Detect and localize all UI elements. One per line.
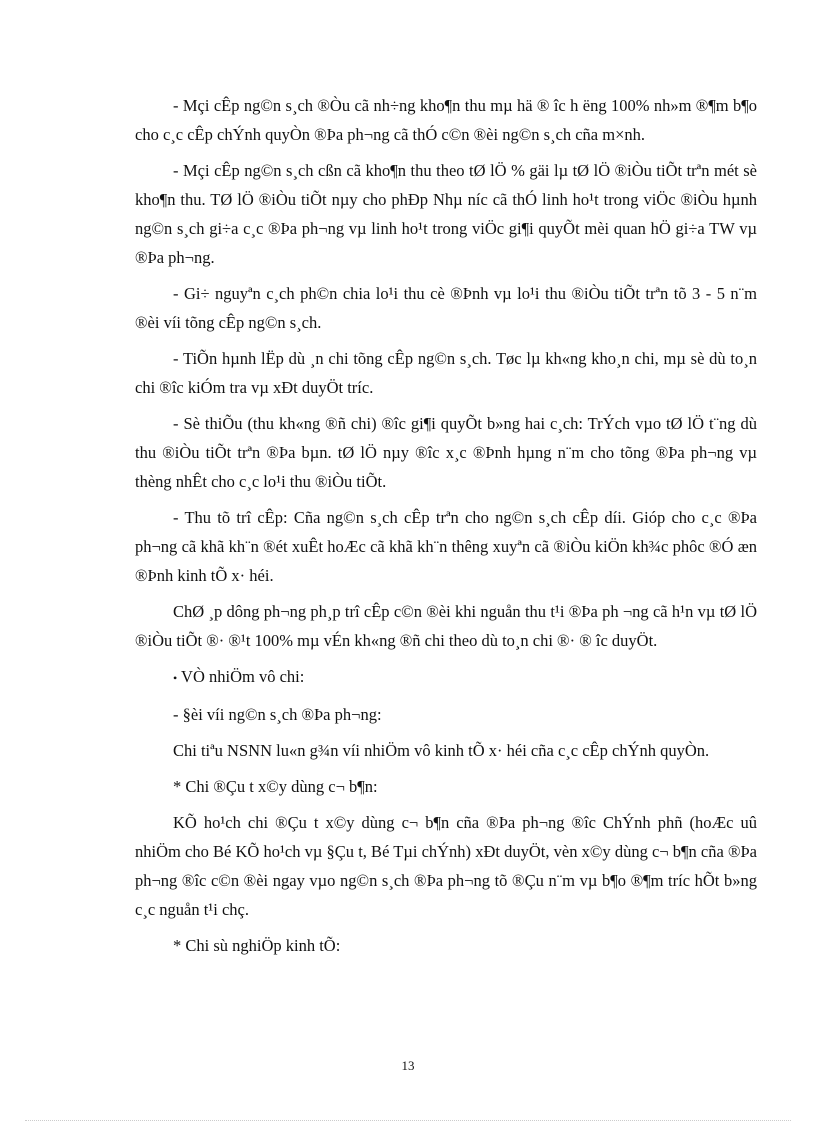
paragraph-balance-subsidy: ChØ ¸p dông ph¬ng ph¸p trî cÊp c©n ®èi khi nguån thu t¹i ®Þa ph ¬ng cã h¹n vµ tØ lÖ ®iÒu tiÕt ®· ®¹t 100% mµ vÉn kh«ng ®ñ chi theo dù to¸n chi ®· ® îc duyÖt. bbox=[135, 602, 757, 650]
paragraph-budget-projects: - TiÕn hµnh lËp dù ¸n chi tõng cÊp ng©n s¸ch. Tøc lµ kh«ng kho¸n chi, mµ sè dù to¸n chi ®îc kiÓm tra vµ xÐt duyÖt tríc. bbox=[135, 349, 757, 397]
paragraph-spending: Chi tiªu NSNN lu«n g¾n víi nhiÖm vô kinh tÕ x· héi cña c¸c cÊp chÝnh quyÒn. bbox=[173, 741, 710, 760]
heading-expenditure-tasks bbox=[135, 662, 757, 693]
paragraph-own-revenue: - Mçi cÊp ng©n s¸ch ®Òu cã nh÷ng kho¶n thu mµ hä ® îc h ëng 100% nh»m ®¶m b¶o cho c¸c cÊp chÝnh quyÒn ®Þa ph¬ng cã thÓ c©n ®èi ng©n s¸ch cña m×nh. bbox=[135, 96, 757, 144]
heading-capital-investment: * Chi ®Çu t x©y dùng c¬ b¶n: bbox=[173, 777, 378, 796]
heading-expenditure-tasks-text: VÒ nhiÖm vô chi: bbox=[181, 667, 305, 686]
heading-local-budget: - §èi víi ng©n s¸ch ®Þa ph¬ng: bbox=[173, 705, 382, 724]
paragraph-deficit: - Sè thiÕu (thu kh«ng ®ñ chi) ®îc gi¶i quyÕt b»ng hai c¸ch: TrÝch vµo tØ lÖ t¨ng dù thu ®iÒu tiÕt trªn ®Þa bµn. tØ lÖ nµy ®îc x¸c ®Þnh hµng n¨m cho tõng ®Þa ph¬ng vµ thèng nhÊt cho c¸c lo¹i thu ®iÒu tiÕt. bbox=[135, 414, 757, 491]
bullet-icon: • bbox=[173, 671, 178, 685]
paragraph-capital-plan: KÕ ho¹ch chi ®Çu t x©y dùng c¬ b¶n cña ®Þa ph¬ng ®îc ChÝnh phñ (hoÆc uû nhiÖm cho Bé KÕ ho¹ch vµ §Çu t, Bé Tµi chÝnh) xÐt duyÖt, vèn x©y dùng c¬ b¶n cña ®Þa ph¬ng ®îc c©n ®èi ngay vµo ng©n s¸ch ®Þa ph¬ng tõ ®Çu n¨m vµ b¶o ®¶m tríc hÕt b»ng c¸c nguån t¹i chç. bbox=[135, 813, 757, 919]
bottom-divider bbox=[25, 1120, 791, 1121]
paragraph-percentage-revenue: - Mçi cÊp ng©n s¸ch cßn cã kho¶n thu theo tØ lÖ % gäi lµ tØ lÖ ®iÒu tiÕt trªn mét sè kho¶n thu. TØ lÖ ®iÒu tiÕt nµy cho phÐp Nhµ níc cã thÓ linh ho¹t trong viÖc ®iÒu hµnh ng©n s¸ch gi÷a c¸c ®Þa ph¬ng vµ linh ho¹t trong viÖc gi¶i quyÕt mèi quan hÖ gi÷a TW vµ ®Þa ph¬ng. bbox=[135, 161, 757, 267]
body-text bbox=[135, 91, 757, 967]
paragraph-stable-period: - Gi÷ nguyªn c¸ch ph©n chia lo¹i thu cè ®Þnh vµ lo¹i thu ®iÒu tiÕt trªn tõ 3 - 5 n¨m ®èi víi tõng cÊp ng©n s¸ch. bbox=[135, 284, 757, 332]
paragraph-subsidy: - Thu tõ trî cÊp: Cña ng©n s¸ch cÊp trªn cho ng©n s¸ch cÊp díi. Gióp cho c¸c ®Þa ph¬ng cã khã kh¨n ®ét xuÊt hoÆc cã khã kh¨n thêng xuyªn cã ®iÒu kiÖn kh¾c phôc ®Ó æn ®Þnh kinh tÕ x· héi. bbox=[135, 508, 757, 585]
heading-economic-services: * Chi sù nghiÖp kinh tÕ: bbox=[173, 936, 341, 955]
page-number: 13 bbox=[401, 1058, 415, 1073]
